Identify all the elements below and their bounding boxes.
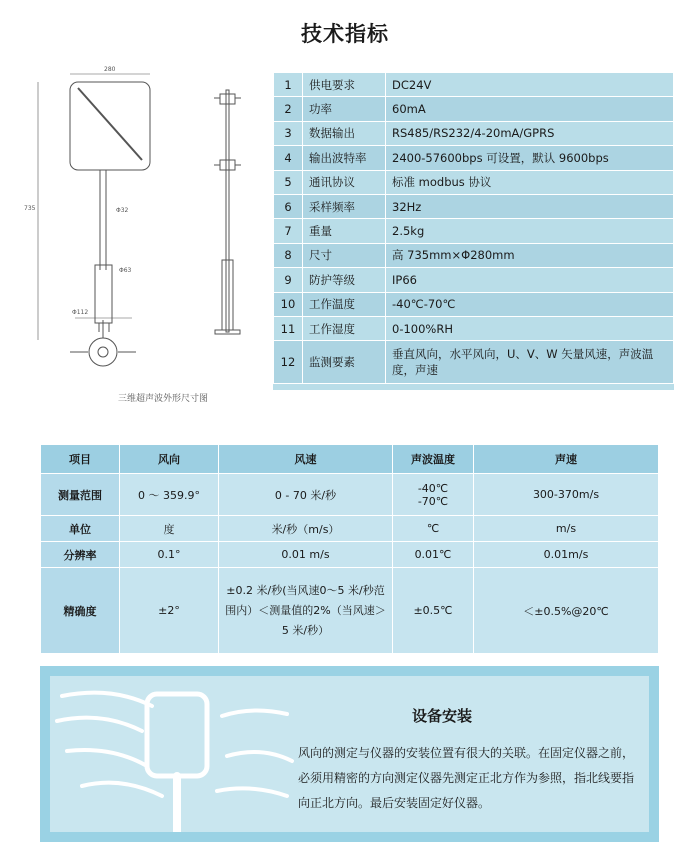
perf-row-label: 精确度 (41, 568, 120, 654)
perf-cell: ℃ (393, 516, 474, 542)
perf-cell: 米/秒（m/s） (219, 516, 393, 542)
spec-row (274, 243, 674, 267)
perf-cell (393, 474, 474, 516)
perf-cell: 300-370m/s (474, 474, 659, 516)
spec-row-key: 功率 (303, 97, 386, 121)
spec-row (274, 170, 674, 194)
spec-row-key: 数据输出 (303, 121, 386, 145)
spec-row-value: 60mA (386, 97, 674, 121)
spec-row-number: 8 (274, 243, 303, 267)
spec-row-key: 采样频率 (303, 194, 386, 218)
spec-row-number: 3 (274, 121, 303, 145)
perf-cell: ±0.2 米/秒(当风速0～5 米/秒范围内）＜测量值的2%（当风速＞5 米/秒） (219, 568, 393, 654)
spec-row (274, 292, 674, 316)
spec-row-number: 6 (274, 194, 303, 218)
perf-cell: 0.01 m/s (219, 542, 393, 568)
dim-pole-1: Φ32 (116, 207, 129, 214)
perf-cell: m/s (474, 516, 659, 542)
spec-row-key: 工作温度 (303, 292, 386, 316)
perf-header: 声波温度 (393, 445, 474, 474)
perf-cell: ±2° (120, 568, 219, 654)
perf-cell-line: -40℃ (417, 481, 449, 495)
spec-row (274, 146, 674, 170)
spec-table (273, 72, 674, 384)
spec-row-value: 高 735mm×Φ280mm (386, 243, 674, 267)
spec-row (274, 194, 674, 218)
spec-row-number: 7 (274, 219, 303, 243)
perf-cell: 0 ～ 359.9° (120, 474, 219, 516)
spec-row-number: 10 (274, 292, 303, 316)
spec-row-key: 防护等级 (303, 268, 386, 292)
perf-cell: 0.01m/s (474, 542, 659, 568)
spec-row-number: 12 (274, 341, 303, 384)
install-text: 风向的测定与仪器的安装位置有很大的关联。在固定仪器之前，必须用精密的方向测定仪器先测定正北方作为参照，指北线要指向正北方向。最后安装固定好仪器。 (298, 746, 635, 810)
spec-row-value: DC24V (386, 73, 674, 97)
anemometer-illustration (52, 676, 302, 832)
perf-cell: ±0.5℃ (393, 568, 474, 654)
dim-width: 280 (104, 66, 116, 73)
spec-row-value: -40℃-70℃ (386, 292, 674, 316)
spec-row-number: 9 (274, 268, 303, 292)
install-title: 设备安装 (412, 707, 473, 725)
spec-row-key: 输出波特率 (303, 146, 386, 170)
perf-header: 声速 (474, 445, 659, 474)
perf-header: 风向 (120, 445, 219, 474)
spec-row-number: 2 (274, 97, 303, 121)
dim-pole-2: Φ63 (119, 267, 132, 274)
page-title: 技术指标 (301, 22, 389, 46)
spec-row-value: 2400-57600bps 可设置，默认 9600bps (386, 146, 674, 170)
spec-row-key: 监测要素 (303, 341, 386, 384)
perf-cell: 度 (120, 516, 219, 542)
perf-row-label: 单位 (41, 516, 120, 542)
spec-row-key: 通讯协议 (303, 170, 386, 194)
perf-cell: 0 - 70 米/秒 (219, 474, 393, 516)
perf-header: 风速 (219, 445, 393, 474)
spec-row-value: 32Hz (386, 194, 674, 218)
spec-row (274, 316, 674, 340)
perf-cell: 0.01℃ (393, 542, 474, 568)
perf-row-label: 分辨率 (41, 542, 120, 568)
spec-row-value: RS485/RS232/4-20mA/GPRS (386, 121, 674, 145)
spec-row-number: 5 (274, 170, 303, 194)
perf-cell-line: -70℃ (417, 494, 449, 508)
spec-row-key: 尺寸 (303, 243, 386, 267)
perf-cell: ＜±0.5%@20℃ (474, 568, 659, 654)
spec-row-value: 0-100%RH (386, 316, 674, 340)
spec-row-number: 11 (274, 316, 303, 340)
spec-row-value: 标准 modbus 协议 (386, 170, 674, 194)
performance-table (40, 444, 659, 654)
spec-row (274, 121, 674, 145)
spec-row (274, 97, 674, 121)
spec-row (274, 219, 674, 243)
spec-row (274, 268, 674, 292)
spec-row (274, 73, 674, 97)
spec-row-number: 1 (274, 73, 303, 97)
dim-base: Φ112 (72, 309, 89, 316)
perf-cell: 0.1° (120, 542, 219, 568)
drawing-caption: 三维超声波外形尺寸图 (118, 394, 209, 404)
spec-row-key: 工作湿度 (303, 316, 386, 340)
spec-row-value: 2.5kg (386, 219, 674, 243)
dimension-drawing (20, 60, 265, 410)
spec-row-number: 4 (274, 146, 303, 170)
spec-row-value: 垂直风向，水平风向，U、V、W 矢量风速，声波温度，声速 (386, 341, 674, 384)
dim-height: 735 (24, 205, 36, 212)
perf-row-label: 测量范围 (41, 474, 120, 516)
spec-row-value: IP66 (386, 268, 674, 292)
spec-row-key: 供电要求 (303, 73, 386, 97)
spec-row (274, 341, 674, 384)
perf-header: 项目 (41, 445, 120, 474)
spec-row-key: 重量 (303, 219, 386, 243)
